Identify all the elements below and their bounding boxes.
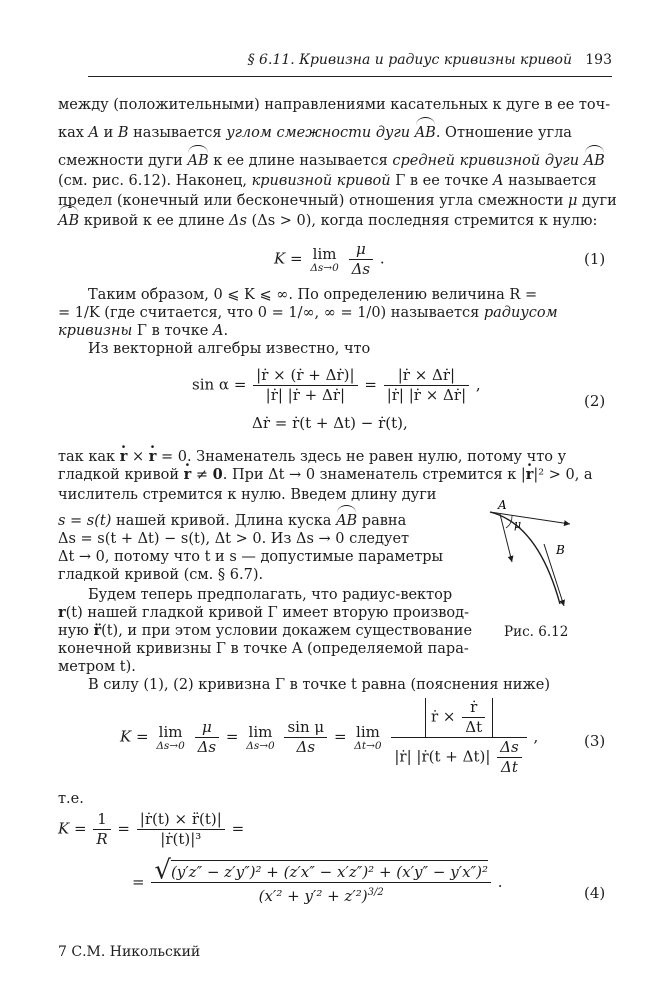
text-line-14: s = s(t) нашей кривой. Длина куска AB равна: [58, 513, 407, 529]
equation-number-3: (3): [584, 732, 606, 750]
equation-number-2: (2): [584, 392, 606, 410]
square-root: √(y′z″ − z′y″)² + (z′x″ − x′z″)² + (x′y″ − y′x″)²: [154, 855, 489, 886]
text-line-23: В силу (1), (2) кривизна Γ в точке t равна (пояснения ниже): [88, 677, 551, 693]
label-mu: μ: [514, 518, 522, 531]
page-header: [88, 52, 612, 77]
arc-ab: AB: [414, 125, 436, 141]
text-line-4: (см. рис. 6.12). Наконец, кривизной кривой Γ в ее точке A называется: [58, 173, 597, 189]
text-line-20: ную r̈(t), и при этом условии докажем существование: [58, 622, 473, 639]
text-line-2: ках A и B называется углом смежности дуги AB. Отношение угла: [58, 125, 572, 141]
angle-mu-arc: [506, 516, 512, 528]
equation-number-4: (4): [584, 884, 606, 902]
arc-ab: AB: [336, 513, 358, 529]
label-b: B: [556, 543, 565, 557]
figure-caption: Рис. 6.12: [504, 624, 569, 640]
text-line-8: = 1/K (где считается, что 0 = 1/∞, ∞ = 1/0) называется радиусом: [58, 305, 558, 321]
arc-ab: AB: [58, 213, 80, 229]
text-line-22: метром t).: [58, 659, 136, 675]
equation-4-line-1: K = $\frac{1}{R}$ = $\frac{\text{|ṙ(t) × r̈(t)|}}{\text{|ṙ(t)|³}}$ =: [58, 810, 245, 848]
equation-4-line-2: = $\frac{\text{√(y′z″ − z′y″)² + (z′x″ − x′z″)² + (x′y″ − y′x″)²}}{(x'^2 + y'^2 + z'^2)^{3/2}}$ .: [132, 855, 503, 905]
equation-3: K = lim Δs→0 $\frac{\mu}{\Delta s}$ = lim Δs→0 $\frac{\text{sin μ}}{\Delta s}$ = lim Δt→0 ṙ × $\frac{\text{ṙ}}{\Delta t}$ |ṙ| |ṙ(t + Δt)| $\frac{\Delta s}{\Delta t}$ ,: [120, 698, 539, 776]
footer-signature: 7 С.М. Никольский: [58, 944, 201, 960]
figure-6-12: [478, 494, 578, 614]
text-line-18: Будем теперь предполагать, что радиус-вектор: [88, 587, 453, 603]
text-line-13: числитель стремится к нулю. Введем длину дуги: [58, 487, 437, 503]
text-line-10: Из векторной алгебры известно, что: [88, 341, 371, 357]
text-line-9: кривизны Γ в точке A.: [58, 323, 229, 339]
equation-2-line-2: Δṙ = ṙ(t + Δt) − ṙ(t),: [252, 414, 408, 432]
page-number: 193: [585, 52, 612, 68]
arc-ab: AB: [187, 153, 209, 169]
text-line-5: предел (конечный или бесконечный) отношения угла смежности μ дуги: [58, 193, 617, 209]
text-line-7: Таким образом, 0 ⩽ K ⩽ ∞. По определению величина R =: [88, 287, 538, 303]
text-line-24: т.е.: [58, 791, 84, 807]
text-line-1: между (положительными) направлениями касательных к дуге в ее точ-: [58, 97, 611, 113]
text-line-3: смежности дуги AB к ее длине называется средней кривизной дуги AB: [58, 153, 605, 169]
label-a: A: [498, 498, 507, 512]
equation-1: K = lim Δs→0 $\frac{\mu}{\Delta s}$ .: [274, 240, 385, 278]
equation-2: sin α = $\frac{\text{|ṙ × (ṙ + Δṙ)|}}{\text{|ṙ| |ṙ + Δṙ|}}$ = $\frac{\text{|ṙ × Δṙ|}}{\text{|ṙ| |ṙ × Δṙ|}}$ ,: [192, 366, 481, 404]
running-title: § 6.11. Кривизна и радиус кривизны кривой: [247, 52, 572, 68]
text-line-15: Δs = s(t + Δt) − s(t), Δt > 0. Из Δs → 0 следует: [58, 531, 410, 547]
text-line-16: Δt → 0, потому что t и s — допустимые параметры: [58, 549, 444, 565]
arc-ab: AB: [583, 153, 605, 169]
text-line-21: конечной кривизны Γ в точке A (определяемой пара-: [58, 641, 469, 657]
curve-gamma: [490, 512, 560, 604]
text-line-12: гладкой кривой r · ≠ 0. При Δt → 0 знаменатель стремится к |r ·|² > 0, а: [58, 466, 593, 484]
text-line-19: r(t) нашей гладкой кривой Γ имеет вторую производ-: [58, 604, 469, 621]
equation-number-1: (1): [584, 250, 606, 268]
text-line-17: гладкой кривой (см. § 6.7).: [58, 567, 264, 583]
text-line-11: так как r · × r · = 0. Знаменатель здесь не равен нулю, потому что у: [58, 448, 566, 466]
text-line-6: AB кривой к ее длине Δs (Δs > 0), когда последняя стремится к нулю:: [58, 213, 598, 229]
